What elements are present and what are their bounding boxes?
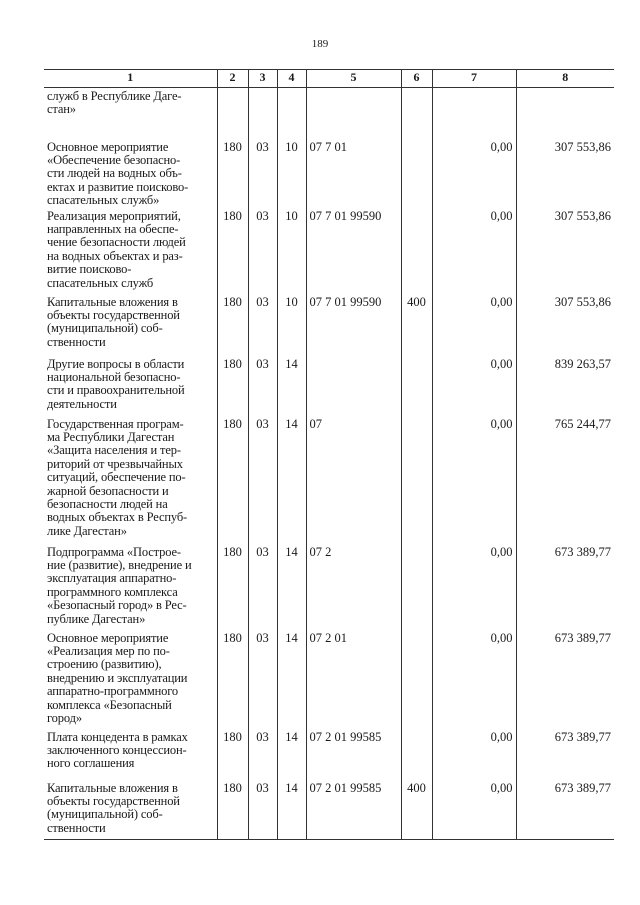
amount-col7: 0,00 (432, 296, 516, 358)
amount-col8: 673 389,77 (516, 782, 614, 840)
amount-col8: 307 553,86 (516, 296, 614, 358)
amount-col8: 673 389,77 (516, 632, 614, 731)
amount-col8 (516, 88, 614, 141)
column-header: 1 (44, 70, 217, 88)
target-code: 07 2 (306, 546, 401, 632)
expense-type-code (401, 418, 432, 546)
ministry-code: 180 (217, 782, 248, 840)
expense-type-code (401, 731, 432, 782)
table-row (44, 296, 614, 358)
subsection-code: 14 (277, 418, 306, 546)
column-header: 5 (306, 70, 401, 88)
item-name: Капитальные вложения в объекты государственной (муниципальной) соб- ственности (44, 296, 217, 358)
column-header: 3 (248, 70, 277, 88)
expense-type-code (401, 546, 432, 632)
amount-col7 (432, 88, 516, 141)
target-code: 07 7 01 (306, 141, 401, 210)
table-row (44, 782, 614, 840)
amount-col7: 0,00 (432, 731, 516, 782)
expense-type-code (401, 210, 432, 296)
amount-col7: 0,00 (432, 210, 516, 296)
expense-type-code (401, 358, 432, 418)
item-name: Государственная програм- ма Республики Дагестан «Защита населения и тер- риторий от чрезвычайных ситуаций, обеспечение по- жарной безопасности и безопасности людей на водных объектах в Респуб- лике Дагестан» (44, 418, 217, 546)
item-name: Другие вопросы в области национальной безопасно- сти и правоохранительной деятельности (44, 358, 217, 418)
column-header: 2 (217, 70, 248, 88)
table-header-row (44, 70, 614, 88)
amount-col7: 0,00 (432, 632, 516, 731)
section-code: 03 (248, 141, 277, 210)
expense-type-code: 400 (401, 782, 432, 840)
target-code: 07 7 01 99590 (306, 210, 401, 296)
ministry-code: 180 (217, 418, 248, 546)
amount-col7: 0,00 (432, 546, 516, 632)
expense-type-code (401, 141, 432, 210)
ministry-code (217, 88, 248, 141)
item-name: Капитальные вложения в объекты государственной (муниципальной) соб- ственности (44, 782, 217, 840)
amount-col7: 0,00 (432, 141, 516, 210)
section-code: 03 (248, 358, 277, 418)
section-code: 03 (248, 731, 277, 782)
ministry-code: 180 (217, 358, 248, 418)
target-code: 07 2 01 (306, 632, 401, 731)
item-name: Плата концедента в рамках заключенного концессион- ного соглашения (44, 731, 217, 782)
table-row (44, 632, 614, 731)
ministry-code: 180 (217, 296, 248, 358)
ministry-code: 180 (217, 546, 248, 632)
item-name: Основное мероприятие «Реализация мер по по- строению (развитию), внедрению и эксплуатации аппаратно-программного комплекса «Безопасный город» (44, 632, 217, 731)
expense-type-code: 400 (401, 296, 432, 358)
table-row (44, 418, 614, 546)
table-row (44, 210, 614, 296)
amount-col8: 307 553,86 (516, 210, 614, 296)
page-number: 189 (311, 38, 329, 50)
table-row (44, 141, 614, 210)
section-code: 03 (248, 296, 277, 358)
subsection-code: 14 (277, 632, 306, 731)
amount-col7: 0,00 (432, 418, 516, 546)
ministry-code: 180 (217, 731, 248, 782)
target-code: 07 2 01 99585 (306, 782, 401, 840)
subsection-code: 14 (277, 731, 306, 782)
table-row (44, 546, 614, 632)
column-header: 6 (401, 70, 432, 88)
expense-type-code (401, 632, 432, 731)
amount-col8: 307 553,86 (516, 141, 614, 210)
ministry-code: 180 (217, 210, 248, 296)
section-code: 03 (248, 546, 277, 632)
item-name: служб в Республике Даге- стан» (44, 88, 217, 141)
amount-col8: 673 389,77 (516, 731, 614, 782)
ministry-code: 180 (217, 632, 248, 731)
section-code: 03 (248, 418, 277, 546)
subsection-code: 10 (277, 210, 306, 296)
item-name: Реализация мероприятий, направленных на обеспе- чение безопасности людей на водных объектах и раз- витие поисково- спасательных служб (44, 210, 217, 296)
subsection-code: 10 (277, 141, 306, 210)
item-name: Подпрограмма «Построе- ние (развитие), внедрение и эксплуатация аппаратно- программного комплекса «Безопасный город» в Рес- публике Дагестан» (44, 546, 217, 632)
subsection-code: 14 (277, 782, 306, 840)
amount-col7: 0,00 (432, 782, 516, 840)
item-name: Основное мероприятие «Обеспечение безопасно- сти людей на водных объ- ектах и развитие поисково- спасательных служб» (44, 141, 217, 210)
target-code (306, 358, 401, 418)
ministry-code: 180 (217, 141, 248, 210)
subsection-code: 14 (277, 358, 306, 418)
table-row (44, 88, 614, 141)
amount-col8: 673 389,77 (516, 546, 614, 632)
subsection-code: 10 (277, 296, 306, 358)
subsection-code (277, 88, 306, 141)
column-header: 7 (432, 70, 516, 88)
section-code: 03 (248, 782, 277, 840)
column-header: 4 (277, 70, 306, 88)
column-header: 8 (516, 70, 614, 88)
subsection-code: 14 (277, 546, 306, 632)
section-code: 03 (248, 632, 277, 731)
target-code: 07 (306, 418, 401, 546)
target-code (306, 88, 401, 141)
amount-col8: 839 263,57 (516, 358, 614, 418)
budget-table (44, 69, 614, 840)
section-code (248, 88, 277, 141)
table-row (44, 731, 614, 782)
target-code: 07 2 01 99585 (306, 731, 401, 782)
amount-col8: 765 244,77 (516, 418, 614, 546)
section-code: 03 (248, 210, 277, 296)
expense-type-code (401, 88, 432, 141)
amount-col7: 0,00 (432, 358, 516, 418)
table-row (44, 358, 614, 418)
target-code: 07 7 01 99590 (306, 296, 401, 358)
